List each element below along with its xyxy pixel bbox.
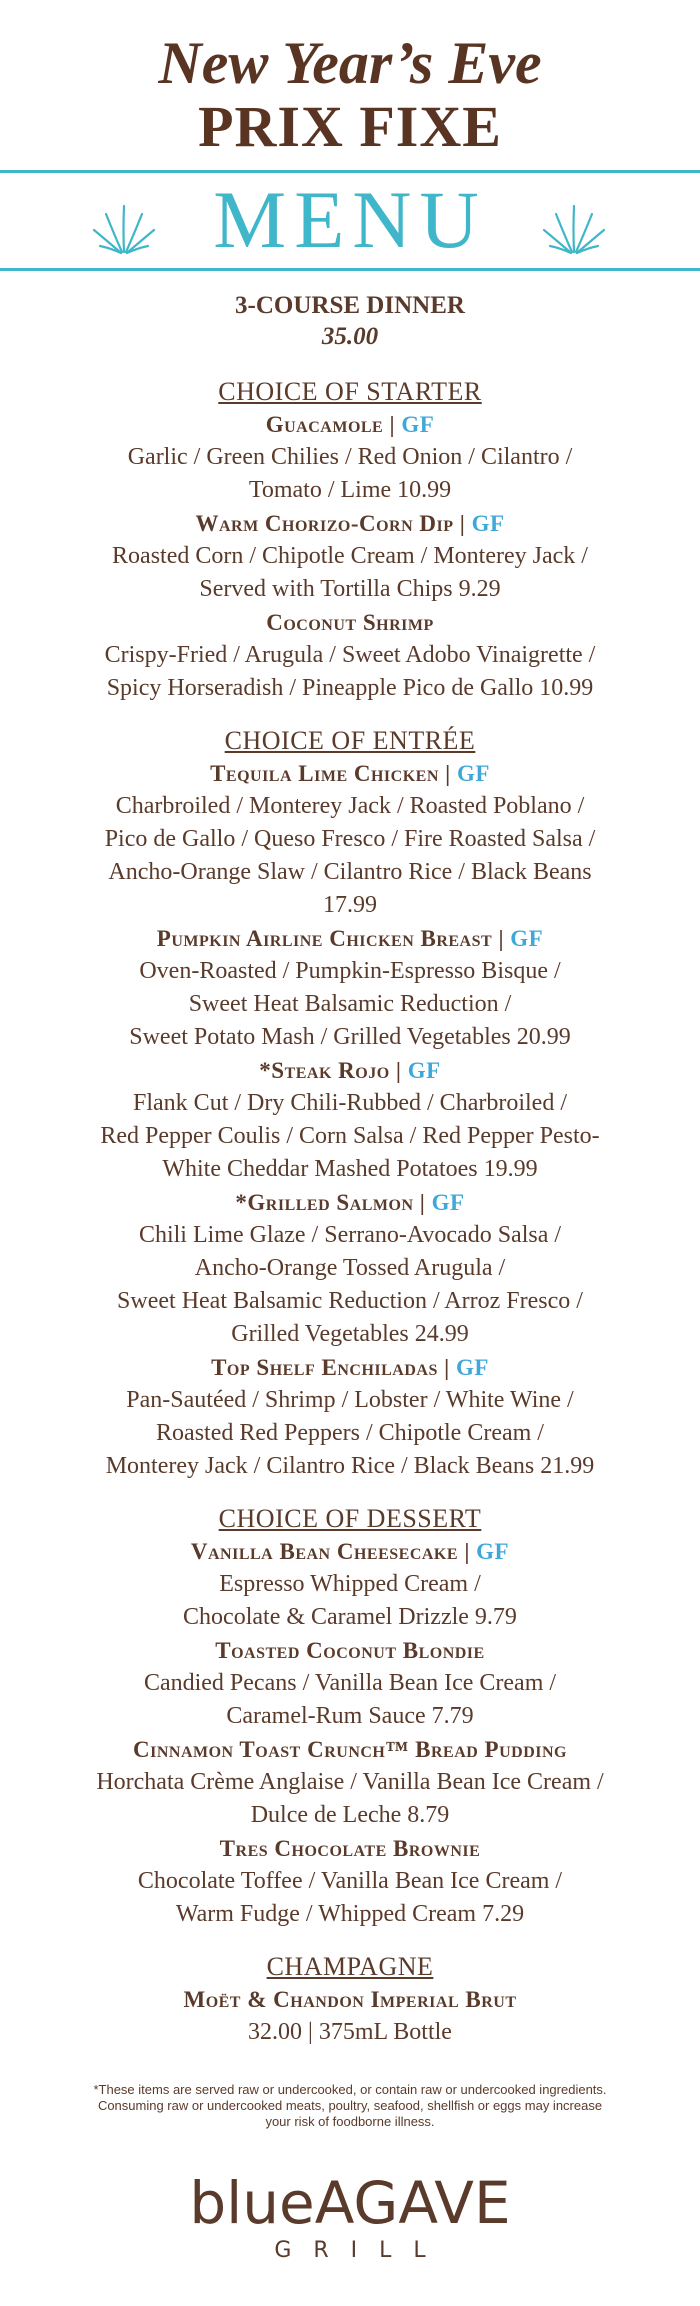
menu-item-description: Warm Fudge / Whipped Cream 7.29 [175,1901,525,1927]
logo-wordmark: blueAGAVE [189,2169,511,2237]
gluten-free-badge: GF [476,1539,510,1564]
menu-item-description: Chocolate & Caramel Drizzle 9.79 [183,1604,517,1630]
menu-item-description: 32.00 | 375mL Bottle [248,2019,452,2045]
agave-right-icon [542,200,606,256]
menu-title: MENU [213,174,487,265]
menu-item-description: Garlic / Green Chilies / Red Onion / Cilantro / [127,444,573,470]
menu-section [0,1951,700,2049]
menu-item-description: Candied Pecans / Vanilla Bean Ice Cream / [143,1670,557,1696]
menu-item-name [0,507,700,540]
menu-item-description: Crispy-Fried / Arugula / Sweet Adobo Vinaigrette / [104,642,596,668]
section-title: CHOICE OF STARTER [218,377,482,406]
menu-item-name [0,1634,700,1667]
menu-item-description: Ancho-Orange Tossed Arugula / [194,1255,506,1281]
section-title: CHOICE OF DESSERT [218,1504,482,1533]
item-name-text: *Steak Rojo [259,1058,390,1083]
menu-item-description: Served with Tortilla Chips 9.29 [199,576,501,602]
menu-item-description: Roasted Corn / Chipotle Cream / Monterey Jack / [112,543,588,569]
menu-item-name [0,1832,700,1865]
item-name-text: Pumpkin Airline Chicken Breast [156,926,493,951]
menu-item-description: Grilled Vegetables 24.99 [231,1321,469,1347]
prix-fixe-title: PRIX FIXE [198,94,502,159]
menu-item-description: Sweet Heat Balsamic Reduction / Arroz Fresco / [117,1288,583,1314]
menu-item-description: Sweet Heat Balsamic Reduction / [188,991,512,1017]
disclaimer-line: your risk of foodborne illness. [265,2114,435,2129]
disclaimer-line: *These items are served raw or undercooked, or contain raw or undercooked ingredients. [93,2082,607,2097]
menu-item-description: Sweet Potato Mash / Grilled Vegetables 20.99 [129,1024,571,1050]
item-name-text: *Grilled Salmon [235,1190,414,1215]
menu-item-description: Spicy Horseradish / Pineapple Pico de Gallo 10.99 [106,675,594,701]
item-name-text: Cinnamon Toast Crunch™ Bread Pudding [133,1737,567,1762]
gluten-free-badge: GF [407,1058,441,1083]
section-gap [0,1483,700,1503]
event-title: New Year’s Eve [158,30,542,96]
menu-item-name [0,1733,700,1766]
menu-item-description: Flank Cut / Dry Chili-Rubbed / Charbroiled / [133,1090,567,1116]
item-name-text: Toasted Coconut Blondie [215,1638,485,1663]
menu-sections [0,376,700,2049]
menu-item-description: Horchata Crème Anglaise / Vanilla Bean Ice Cream / [96,1769,604,1795]
gluten-free-badge: GF [401,412,435,437]
section-gap [0,1931,700,1951]
gluten-free-badge: GF [510,926,544,951]
section-gap [0,705,700,725]
menu-item-name [0,1535,700,1568]
menu-item-description: Pan-Sautéed / Shrimp / Lobster / White Wine / [126,1387,574,1413]
menu-item-description: Ancho-Orange Slaw / Cilantro Rice / Black Beans [108,859,592,885]
separator: | [389,1058,408,1083]
separator: | [453,511,472,536]
section-title: CHOICE OF ENTRÉE [224,726,476,755]
section-title: CHAMPAGNE [266,1952,434,1981]
separator: | [437,1355,456,1380]
item-name-text: Moët & Chandon Imperial Brut [183,1987,517,2012]
menu-item-name [0,757,700,790]
menu-item-description: Red Pepper Coulis / Corn Salsa / Red Pepper Pesto- [100,1123,600,1149]
disclaimer-line: Consuming raw or undercooked meats, poultry, seafood, shellfish or eggs may increase [97,2098,603,2113]
gluten-free-badge: GF [471,511,505,536]
menu-item-name [0,1054,700,1087]
menu-item-description: Tomato / Lime 10.99 [248,477,452,503]
menu-item-description: Espresso Whipped Cream / [219,1571,481,1597]
menu-item-description: Dulce de Leche 8.79 [250,1802,450,1828]
separator: | [383,412,402,437]
course-title: 3-COURSE DINNER [235,292,465,319]
item-name-text: Tequila Lime Chicken [210,761,439,786]
separator: | [458,1539,477,1564]
logo [0,2170,700,2266]
menu-section [0,376,700,705]
menu-item-name [0,1351,700,1384]
menu-item-description: Chocolate Toffee / Vanilla Bean Ice Cream / [137,1868,563,1894]
bottom-rule [0,268,700,271]
menu-item-description: Roasted Red Peppers / Chipotle Cream / [156,1420,544,1446]
disclaimer [0,2082,700,2130]
menu-item-description: Pico de Gallo / Queso Fresco / Fire Roasted Salsa / [104,826,596,852]
separator: | [492,926,511,951]
menu-item-description: Oven-Roasted / Pumpkin-Espresso Bisque / [139,958,561,984]
menu-item-name [0,1983,700,2016]
item-name-text: Vanilla Bean Cheesecake [190,1539,459,1564]
menu-item-description: Charbroiled / Monterey Jack / Roasted Poblano / [115,793,585,819]
item-name-text: Warm Chorizo-Corn Dip [195,511,454,536]
logo-subtitle: GRILL [274,2238,448,2263]
menu-item-name [0,922,700,955]
gluten-free-badge: GF [455,1355,489,1380]
menu-item-name [0,1186,700,1219]
item-name-text: Coconut Shrimp [266,610,434,635]
menu-item-description: Caramel-Rum Sauce 7.79 [226,1703,474,1729]
item-name-text: Tres Chocolate Brownie [219,1836,481,1861]
agave-left-icon [92,200,156,256]
item-name-text: Top Shelf Enchiladas [211,1355,438,1380]
gluten-free-badge: GF [456,761,490,786]
menu-header [0,30,700,158]
item-name-text: Guacamole [265,412,384,437]
separator: | [413,1190,432,1215]
menu-content [0,290,700,2049]
menu-item-description: Monterey Jack / Cilantro Rice / Black Beans 21.99 [105,1453,595,1479]
gluten-free-badge: GF [431,1190,465,1215]
separator: | [438,761,457,786]
menu-item-description: Chili Lime Glaze / Serrano-Avocado Salsa / [138,1222,562,1248]
menu-section [0,1503,700,1931]
course-price: 35.00 [321,323,379,350]
menu-section [0,725,700,1483]
menu-item-name [0,606,700,639]
menu-item-name [0,408,700,441]
menu-item-description: 17.99 [323,892,377,918]
menu-item-description: White Cheddar Mashed Potatoes 19.99 [162,1156,538,1182]
